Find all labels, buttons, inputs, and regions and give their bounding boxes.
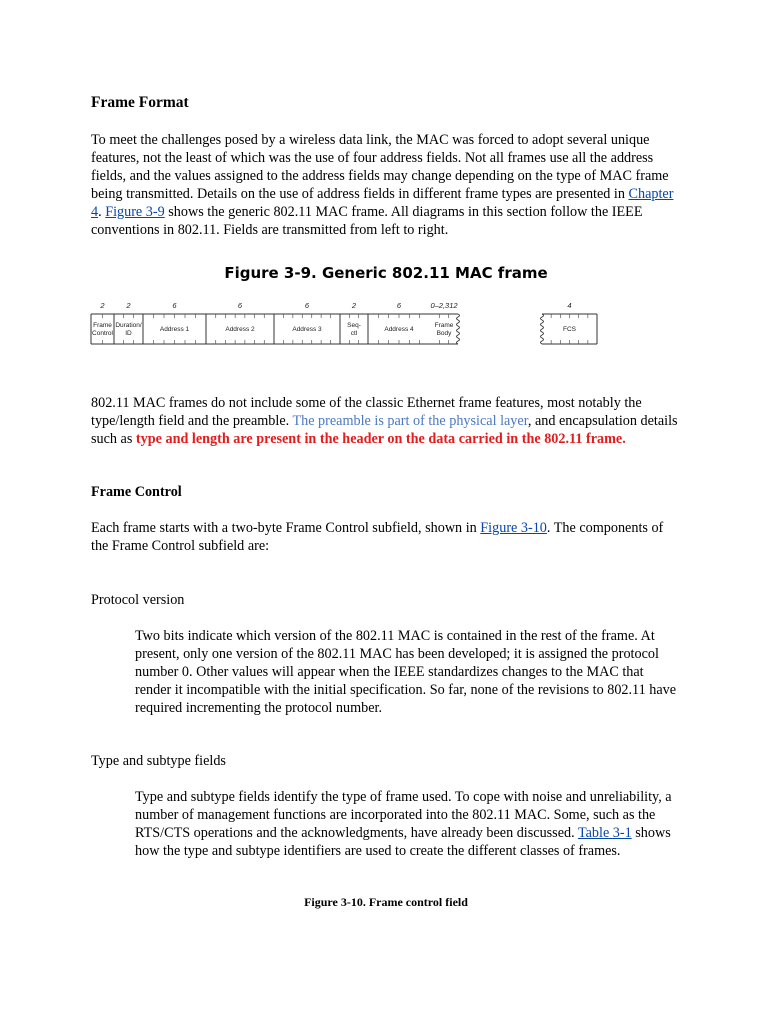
section-heading: Frame Format xyxy=(91,94,189,111)
figure-3-10-caption: Figure 3-10. Frame control field xyxy=(304,895,468,909)
ethernet-paragraph: 802.11 MAC frames do not include some of the classic Ethernet frame features, most notably the type/length field and the preamble. The preamble is part of the physical layer, and encapsulation details such as type and length are present in the header on the data carried in the 802.11 frame. xyxy=(91,395,678,447)
field-label: Frame xyxy=(93,322,112,329)
figure-3-9-link[interactable]: Figure 3-9 xyxy=(105,204,165,220)
break-mark xyxy=(457,314,460,344)
field-size-label: 6 xyxy=(172,301,177,310)
break-mark xyxy=(541,314,544,344)
field-label: Duration/ xyxy=(115,322,142,329)
field-size-label: 4 xyxy=(567,301,572,310)
mac-frame-diagram xyxy=(89,296,609,350)
field-label: Control xyxy=(92,330,113,337)
field-size-label: 6 xyxy=(396,301,402,310)
table-3-1-link[interactable]: Table 3-1 xyxy=(577,825,632,841)
intro-paragraph: To meet the challenges posed by a wireless data link, the MAC was forced to adopt several unique features, not the least of which was the use of four address fields. Not all frames use all the address fields, and the values assigned to the address fields may change depending on the type of MAC frame being transmitted. Details on the use of address fields in different frame types are presented in Chapter 4. Figure 3-9 shows the generic 802.11 MAC frame. All diagrams in this section follow the IEEE conventions in 802.11. Fields are transmitted from left to right. xyxy=(91,132,674,238)
figure-3-9-title: Figure 3-9. Generic 802.11 MAC frame xyxy=(224,264,548,282)
field-label: Address 4 xyxy=(384,326,414,333)
field-size-label: 6 xyxy=(304,301,310,310)
field-label: FCS xyxy=(563,326,576,333)
type-subtype-description: Type and subtype fields identify the type of frame used. To cope with noise and unreliability, a number of management functions are incorporated into the 802.11 MAC. Some, such as the RTS/CTS operations and the acknowledgments, have already been discussed. Table 3-1 shows how the type and subtype identifiers are used to create the different classes of frames. xyxy=(135,789,672,859)
field-label: ID xyxy=(125,330,132,337)
field-label: Seq- xyxy=(347,322,361,329)
protocol-version-term: Protocol version xyxy=(91,592,185,608)
field-label: ctl xyxy=(350,330,358,337)
frame-control-paragraph: Each frame starts with a two-byte Frame Control subfield, shown in Figure 3-10. The components of the Frame Control subfield are: xyxy=(91,520,664,554)
field-label: Body xyxy=(436,330,452,337)
preamble-note: The preamble is part of the physical layer xyxy=(292,413,528,429)
protocol-version-description: Two bits indicate which version of the 802.11 MAC is contained in the rest of the frame. At present, only one version of the 802.11 MAC has been developed; it is assigned the protocol number 0. Other values will appear when the IEEE standardizes changes to the MAC that render it incompatible with the initial specification. So far, none of the revisions to 802.11 have required incrementing the protocol number. xyxy=(135,628,677,716)
mac-frame-svg xyxy=(89,296,609,350)
field-size-label: 0–2,312 xyxy=(430,301,458,310)
field-label: Address 3 xyxy=(292,326,322,333)
chapter-4-link[interactable]: Chapter 4 xyxy=(91,186,674,220)
frame-control-heading: Frame Control xyxy=(91,484,182,500)
field-size-label: 6 xyxy=(237,301,243,310)
field-label: Address 1 xyxy=(159,326,190,333)
field-label: Address 2 xyxy=(225,326,255,333)
field-label: Frame xyxy=(434,322,454,329)
field-size-label: 2 xyxy=(351,301,357,310)
highlighted-note: type and length are present in the header on the data carried in the 802.11 frame. xyxy=(135,431,626,447)
type-subtype-term: Type and subtype fields xyxy=(91,753,226,769)
field-size-label: 2 xyxy=(126,301,131,310)
figure-3-10-link[interactable]: Figure 3-10 xyxy=(480,520,547,536)
field-size-label: 2 xyxy=(100,301,105,310)
